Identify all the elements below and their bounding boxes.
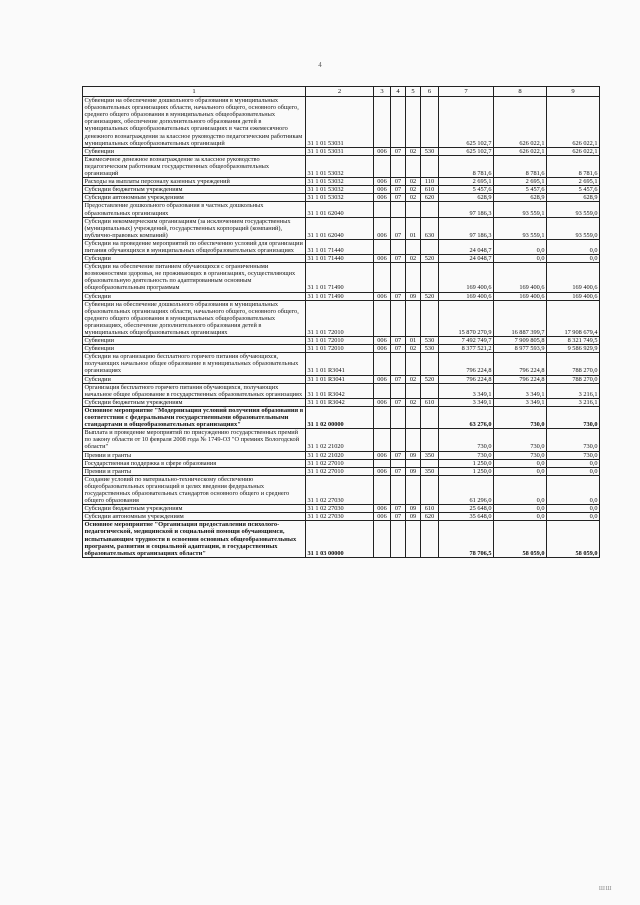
row-expense-type-cell	[421, 300, 439, 336]
row-expense-type-cell: 610	[421, 398, 439, 406]
row-section-code-cell	[391, 459, 406, 467]
row-code-cell: 31 1 01 R3042	[306, 398, 374, 406]
row-name-cell: Расходы на выплаты персоналу казенных учреждений	[83, 178, 306, 186]
table-row	[83, 155, 600, 177]
budget-table	[82, 86, 600, 558]
row-subsection-code-cell: 02	[406, 194, 421, 202]
row-code-cell: 31 1 01 62040	[306, 217, 374, 239]
row-section-code-cell	[391, 202, 406, 217]
table-row	[83, 217, 600, 239]
row-code-cell: 31 1 01 71490	[306, 292, 374, 300]
row-code-cell: 31 1 01 72010	[306, 337, 374, 345]
row-section-code-cell	[391, 429, 406, 451]
row-expense-type-cell	[421, 459, 439, 467]
table-row	[83, 263, 600, 292]
row-code-cell: 31 1 01 53031	[306, 147, 374, 155]
row-name-cell: Субвенции на обеспечение дошкольного образования в муниципальных образовательных организациях области, начального общего, основного общего, среднего общего образования в муниципальных общеобразовательных организациях, обеспечение дополнительного образования детей в муниципальных общеобразовательных организациях в части ежемесячного денежного вознаграждения за классное руководство педагогическим работникам муниципальных общеобразовательных организаций	[83, 97, 306, 148]
row-section-code-cell: 07	[391, 513, 406, 521]
table-row	[83, 337, 600, 345]
row-value-year3-cell: 8 321 749,5	[547, 337, 600, 345]
table-row	[83, 97, 600, 148]
row-value-year1-cell: 169 400,6	[439, 263, 494, 292]
row-value-year3-cell: 0,0	[547, 239, 600, 254]
row-expense-type-cell: 610	[421, 505, 439, 513]
row-name-cell: Предоставление дошкольного образования в частных дошкольных образовательных организациях	[83, 202, 306, 217]
row-value-year2-cell: 730,0	[494, 451, 547, 459]
row-code-cell: 31 1 01 R3041	[306, 375, 374, 383]
row-value-year2-cell: 730,0	[494, 429, 547, 451]
row-name-cell: Организация бесплатного горячего питания обучающихся, получающих начальное общее образование в государственных образовательных организациях	[83, 383, 306, 398]
row-section-code-cell: 07	[391, 194, 406, 202]
row-value-year1-cell: 625 102,7	[439, 147, 494, 155]
row-expense-type-cell: 520	[421, 255, 439, 263]
row-value-year3-cell: 626 022,1	[547, 147, 600, 155]
row-subsection-code-cell	[406, 383, 421, 398]
row-expense-type-cell: 530	[421, 147, 439, 155]
row-code-cell: 31 1 01 53032	[306, 178, 374, 186]
table-row	[83, 513, 600, 521]
bottom-mark: ШШ	[598, 886, 612, 892]
row-name-cell: Субсидии бюджетным учреждениям	[83, 505, 306, 513]
row-value-year2-cell: 7 909 805,8	[494, 337, 547, 345]
row-value-year1-cell: 97 186,3	[439, 202, 494, 217]
row-value-year3-cell: 93 559,0	[547, 202, 600, 217]
header-cell-1: 1	[83, 87, 306, 97]
row-ministry-code-cell	[374, 353, 391, 375]
row-value-year3-cell: 9 586 929,9	[547, 345, 600, 353]
row-value-year3-cell: 788 270,0	[547, 353, 600, 375]
row-expense-type-cell	[421, 353, 439, 375]
row-name-cell: Субсидии на проведение мероприятий по обеспечению условий для организации питания обучающихся в муниципальных общеобразовательных организациях	[83, 239, 306, 254]
row-expense-type-cell: 530	[421, 337, 439, 345]
row-value-year2-cell: 0,0	[494, 239, 547, 254]
row-ministry-code-cell: 006	[374, 147, 391, 155]
row-value-year1-cell: 8 377 521,2	[439, 345, 494, 353]
row-name-cell: Субвенции на обеспечение дошкольного образования в муниципальных образовательных организациях области, начального общего, основного общего, среднего общего образования в муниципальных общеобразовательных организациях, обеспечение дополнительного образования детей в муниципальных общеобразовательных организациях	[83, 300, 306, 336]
header-cell-7: 7	[439, 87, 494, 97]
row-name-cell: Субсидии	[83, 255, 306, 263]
row-value-year1-cell: 5 457,6	[439, 186, 494, 194]
row-value-year3-cell: 0,0	[547, 475, 600, 504]
row-name-cell: Субвенции	[83, 345, 306, 353]
table-row	[83, 186, 600, 194]
row-ministry-code-cell: 006	[374, 337, 391, 345]
row-value-year1-cell: 24 048,7	[439, 255, 494, 263]
row-value-year2-cell: 169 400,6	[494, 292, 547, 300]
row-ministry-code-cell	[374, 383, 391, 398]
row-ministry-code-cell	[374, 239, 391, 254]
row-expense-type-cell	[421, 155, 439, 177]
row-name-cell: Субсидии на организацию бесплатного горячего питания обучающихся, получающих начальное общее образование в муниципальных образовательных организациях	[83, 353, 306, 375]
row-value-year3-cell: 5 457,6	[547, 186, 600, 194]
table-row	[83, 202, 600, 217]
row-expense-type-cell	[421, 521, 439, 557]
row-section-code-cell: 07	[391, 451, 406, 459]
row-section-code-cell	[391, 239, 406, 254]
table-row	[83, 398, 600, 406]
row-value-year2-cell: 3 349,1	[494, 398, 547, 406]
row-value-year1-cell: 24 048,7	[439, 239, 494, 254]
row-value-year3-cell: 626 022,1	[547, 97, 600, 148]
row-section-code-cell	[391, 521, 406, 557]
row-subsection-code-cell: 01	[406, 217, 421, 239]
row-value-year3-cell: 3 216,1	[547, 398, 600, 406]
row-value-year2-cell: 93 559,1	[494, 202, 547, 217]
row-section-code-cell	[391, 155, 406, 177]
row-code-cell: 31 1 01 71490	[306, 263, 374, 292]
header-cell-3: 3	[374, 87, 391, 97]
table-row	[83, 383, 600, 398]
page-number: 4	[318, 61, 322, 69]
row-section-code-cell	[391, 475, 406, 504]
row-value-year2-cell: 3 349,1	[494, 383, 547, 398]
row-subsection-code-cell	[406, 155, 421, 177]
row-value-year2-cell: 93 559,1	[494, 217, 547, 239]
row-name-cell: Премии и гранты	[83, 467, 306, 475]
row-name-cell: Ежемесячное денежное вознаграждение за классное руководство педагогическим работникам государственных общеобразовательных организаций	[83, 155, 306, 177]
row-name-cell: Основное мероприятие "Организация предоставления психолого-педагогической, медицинской и социальной помощи обучающимся, испытывающим трудности в освоении основных общеобразовательных программ, развитии и социальной адаптации, в государственных образовательных организациях области"	[83, 521, 306, 557]
row-value-year2-cell: 8 781,6	[494, 155, 547, 177]
table-row	[83, 475, 600, 504]
row-ministry-code-cell: 006	[374, 194, 391, 202]
row-ministry-code-cell: 006	[374, 375, 391, 383]
row-value-year2-cell: 730,0	[494, 406, 547, 428]
row-name-cell: Субсидии	[83, 375, 306, 383]
row-subsection-code-cell: 02	[406, 345, 421, 353]
table-row	[83, 292, 600, 300]
row-subsection-code-cell	[406, 459, 421, 467]
row-value-year3-cell: 730,0	[547, 451, 600, 459]
row-code-cell: 31 1 01 R3042	[306, 383, 374, 398]
table-row	[83, 178, 600, 186]
row-section-code-cell: 07	[391, 345, 406, 353]
row-ministry-code-cell	[374, 429, 391, 451]
row-subsection-code-cell	[406, 239, 421, 254]
row-value-year1-cell: 2 695,1	[439, 178, 494, 186]
row-name-cell: Субсидии бюджетным учреждениям	[83, 398, 306, 406]
row-subsection-code-cell	[406, 300, 421, 336]
row-value-year3-cell: 0,0	[547, 513, 600, 521]
row-value-year2-cell: 0,0	[494, 255, 547, 263]
row-code-cell: 31 1 01 71440	[306, 239, 374, 254]
row-value-year2-cell: 0,0	[494, 513, 547, 521]
row-subsection-code-cell: 02	[406, 375, 421, 383]
row-section-code-cell: 07	[391, 337, 406, 345]
row-section-code-cell	[391, 406, 406, 428]
row-expense-type-cell: 520	[421, 292, 439, 300]
row-name-cell: Субвенции	[83, 337, 306, 345]
row-value-year1-cell: 169 400,6	[439, 292, 494, 300]
row-section-code-cell: 07	[391, 398, 406, 406]
row-ministry-code-cell	[374, 521, 391, 557]
row-code-cell: 31 1 03 00000	[306, 521, 374, 557]
table-row	[83, 451, 600, 459]
row-name-cell: Премии и гранты	[83, 451, 306, 459]
row-name-cell: Субсидии некоммерческим организациям (за исключением государственных (муниципальных) учреждений, государственных корпораций (компаний), публично-правовых компаний)	[83, 217, 306, 239]
row-value-year3-cell: 788 270,0	[547, 375, 600, 383]
row-ministry-code-cell: 006	[374, 186, 391, 194]
row-subsection-code-cell: 09	[406, 467, 421, 475]
row-value-year1-cell: 61 296,0	[439, 475, 494, 504]
row-value-year2-cell: 8 977 593,9	[494, 345, 547, 353]
row-expense-type-cell: 620	[421, 513, 439, 521]
row-value-year1-cell: 7 492 749,7	[439, 337, 494, 345]
row-subsection-code-cell: 09	[406, 505, 421, 513]
row-subsection-code-cell: 09	[406, 513, 421, 521]
row-value-year3-cell: 17 908 679,4	[547, 300, 600, 336]
row-section-code-cell: 07	[391, 186, 406, 194]
row-code-cell: 31 1 01 53031	[306, 97, 374, 148]
row-code-cell: 31 1 01 71440	[306, 255, 374, 263]
row-ministry-code-cell	[374, 202, 391, 217]
row-value-year1-cell: 730,0	[439, 429, 494, 451]
row-ministry-code-cell: 006	[374, 345, 391, 353]
header-cell-4: 4	[391, 87, 406, 97]
row-subsection-code-cell: 02	[406, 255, 421, 263]
row-code-cell: 31 1 01 62040	[306, 202, 374, 217]
row-ministry-code-cell: 006	[374, 255, 391, 263]
row-expense-type-cell: 620	[421, 194, 439, 202]
row-ministry-code-cell	[374, 97, 391, 148]
row-section-code-cell: 07	[391, 505, 406, 513]
row-value-year1-cell: 3 349,1	[439, 398, 494, 406]
row-expense-type-cell: 530	[421, 345, 439, 353]
row-value-year2-cell: 2 695,1	[494, 178, 547, 186]
row-ministry-code-cell: 006	[374, 513, 391, 521]
table-row	[83, 467, 600, 475]
table-header-row	[83, 87, 600, 97]
row-code-cell: 31 1 01 53032	[306, 186, 374, 194]
row-code-cell: 31 1 02 27010	[306, 459, 374, 467]
row-section-code-cell: 07	[391, 467, 406, 475]
row-value-year1-cell: 1 250,0	[439, 467, 494, 475]
row-expense-type-cell: 110	[421, 178, 439, 186]
row-expense-type-cell	[421, 97, 439, 148]
row-subsection-code-cell: 09	[406, 292, 421, 300]
row-name-cell: Создание условий по материально-техническому обеспечению общеобразовательных организаций в целях введения федеральных государственных образовательных стандартов основного общего и среднего общего образования	[83, 475, 306, 504]
table-row	[83, 255, 600, 263]
row-ministry-code-cell	[374, 459, 391, 467]
table-row	[83, 429, 600, 451]
row-ministry-code-cell	[374, 406, 391, 428]
row-ministry-code-cell	[374, 263, 391, 292]
row-expense-type-cell	[421, 263, 439, 292]
row-name-cell: Основное мероприятие "Модернизация условий получения образования в соответствии с федеральными государственными образовательными стандартами в общеобразовательных организациях"	[83, 406, 306, 428]
row-subsection-code-cell	[406, 97, 421, 148]
row-subsection-code-cell	[406, 475, 421, 504]
row-section-code-cell: 07	[391, 375, 406, 383]
row-subsection-code-cell	[406, 429, 421, 451]
row-code-cell: 31 1 02 27030	[306, 475, 374, 504]
row-value-year2-cell: 5 457,6	[494, 186, 547, 194]
row-subsection-code-cell: 09	[406, 451, 421, 459]
row-value-year3-cell: 0,0	[547, 255, 600, 263]
row-expense-type-cell: 350	[421, 467, 439, 475]
row-value-year1-cell: 35 648,0	[439, 513, 494, 521]
row-ministry-code-cell: 006	[374, 292, 391, 300]
row-expense-type-cell: 610	[421, 186, 439, 194]
row-value-year2-cell: 58 059,0	[494, 521, 547, 557]
row-value-year2-cell: 0,0	[494, 467, 547, 475]
row-expense-type-cell	[421, 239, 439, 254]
row-value-year1-cell: 796 224,8	[439, 375, 494, 383]
row-value-year3-cell: 3 216,1	[547, 383, 600, 398]
row-subsection-code-cell	[406, 202, 421, 217]
table-row	[83, 521, 600, 557]
row-name-cell: Выплата и проведение мероприятий по присуждению государственных премий по закону области от 10 февраля 2008 года № 1749-ОЗ "О премиях Вологодской области"	[83, 429, 306, 451]
row-value-year1-cell: 25 648,0	[439, 505, 494, 513]
row-value-year1-cell: 8 781,6	[439, 155, 494, 177]
row-section-code-cell	[391, 97, 406, 148]
row-ministry-code-cell: 006	[374, 217, 391, 239]
header-cell-6: 6	[421, 87, 439, 97]
row-value-year3-cell: 0,0	[547, 467, 600, 475]
row-section-code-cell: 07	[391, 178, 406, 186]
table-row	[83, 239, 600, 254]
header-cell-9: 9	[547, 87, 600, 97]
row-value-year3-cell: 169 400,6	[547, 292, 600, 300]
header-cell-5: 5	[406, 87, 421, 97]
row-section-code-cell	[391, 383, 406, 398]
row-section-code-cell: 07	[391, 147, 406, 155]
row-value-year3-cell: 628,9	[547, 194, 600, 202]
table-row	[83, 345, 600, 353]
row-expense-type-cell	[421, 475, 439, 504]
row-subsection-code-cell: 02	[406, 186, 421, 194]
row-name-cell: Государственная поддержка в сфере образования	[83, 459, 306, 467]
row-ministry-code-cell: 006	[374, 178, 391, 186]
row-code-cell: 31 1 01 53032	[306, 155, 374, 177]
row-expense-type-cell: 350	[421, 451, 439, 459]
row-value-year3-cell: 2 695,1	[547, 178, 600, 186]
row-value-year1-cell: 97 186,3	[439, 217, 494, 239]
row-code-cell: 31 1 02 27030	[306, 505, 374, 513]
row-value-year1-cell: 15 870 270,9	[439, 300, 494, 336]
row-value-year2-cell: 16 887 399,7	[494, 300, 547, 336]
row-code-cell: 31 1 02 21020	[306, 451, 374, 459]
row-name-cell: Субсидии бюджетным учреждениям	[83, 186, 306, 194]
row-name-cell: Субсидии	[83, 292, 306, 300]
row-subsection-code-cell: 02	[406, 398, 421, 406]
table-row	[83, 300, 600, 336]
row-value-year3-cell: 730,0	[547, 429, 600, 451]
row-value-year2-cell: 0,0	[494, 475, 547, 504]
row-value-year2-cell: 169 400,6	[494, 263, 547, 292]
row-value-year1-cell: 625 102,7	[439, 97, 494, 148]
row-code-cell: 31 1 02 27030	[306, 513, 374, 521]
row-ministry-code-cell	[374, 475, 391, 504]
table-row	[83, 375, 600, 383]
row-subsection-code-cell: 02	[406, 178, 421, 186]
row-value-year3-cell: 0,0	[547, 505, 600, 513]
row-section-code-cell	[391, 300, 406, 336]
header-cell-2: 2	[306, 87, 374, 97]
row-ministry-code-cell: 006	[374, 451, 391, 459]
row-expense-type-cell	[421, 429, 439, 451]
row-value-year1-cell: 628,9	[439, 194, 494, 202]
row-value-year2-cell: 626 022,1	[494, 147, 547, 155]
row-value-year2-cell: 796 224,8	[494, 375, 547, 383]
header-cell-8: 8	[494, 87, 547, 97]
row-ministry-code-cell: 006	[374, 398, 391, 406]
table-row	[83, 505, 600, 513]
row-name-cell: Субсидии на обеспечение питанием обучающихся с ограниченными возможностями здоровья, не проживающих в организациях, осуществляющих образовательную деятельность по адаптированным основным общеобразовательным программам	[83, 263, 306, 292]
row-name-cell: Субсидии автономным учреждениям	[83, 194, 306, 202]
row-value-year3-cell: 0,0	[547, 459, 600, 467]
row-expense-type-cell	[421, 406, 439, 428]
row-section-code-cell	[391, 353, 406, 375]
row-value-year2-cell: 0,0	[494, 459, 547, 467]
row-value-year1-cell: 1 250,0	[439, 459, 494, 467]
row-section-code-cell: 07	[391, 217, 406, 239]
row-ministry-code-cell: 006	[374, 505, 391, 513]
row-value-year2-cell: 796 224,8	[494, 353, 547, 375]
row-subsection-code-cell	[406, 263, 421, 292]
row-expense-type-cell	[421, 383, 439, 398]
row-value-year1-cell: 796 224,8	[439, 353, 494, 375]
table-row	[83, 406, 600, 428]
row-value-year1-cell: 3 349,1	[439, 383, 494, 398]
row-section-code-cell: 07	[391, 255, 406, 263]
row-expense-type-cell	[421, 202, 439, 217]
row-value-year3-cell: 169 400,6	[547, 263, 600, 292]
table-row	[83, 459, 600, 467]
row-ministry-code-cell	[374, 155, 391, 177]
row-code-cell: 31 1 01 72010	[306, 300, 374, 336]
row-value-year1-cell: 730,0	[439, 451, 494, 459]
row-code-cell: 31 1 02 00000	[306, 406, 374, 428]
row-subsection-code-cell: 01	[406, 337, 421, 345]
row-value-year2-cell: 0,0	[494, 505, 547, 513]
row-code-cell: 31 1 02 21020	[306, 429, 374, 451]
row-code-cell: 31 1 02 27010	[306, 467, 374, 475]
table-row	[83, 147, 600, 155]
row-code-cell: 31 1 01 72010	[306, 345, 374, 353]
row-expense-type-cell: 520	[421, 375, 439, 383]
table-row	[83, 353, 600, 375]
row-section-code-cell: 07	[391, 292, 406, 300]
row-name-cell: Субсидии автономным учреждениям	[83, 513, 306, 521]
row-value-year2-cell: 626 022,1	[494, 97, 547, 148]
row-ministry-code-cell: 006	[374, 467, 391, 475]
row-value-year3-cell: 730,0	[547, 406, 600, 428]
row-value-year1-cell: 63 276,0	[439, 406, 494, 428]
row-code-cell: 31 1 01 R3041	[306, 353, 374, 375]
row-value-year2-cell: 628,9	[494, 194, 547, 202]
row-subsection-code-cell	[406, 521, 421, 557]
row-value-year3-cell: 93 559,0	[547, 217, 600, 239]
row-value-year1-cell: 78 706,5	[439, 521, 494, 557]
row-code-cell: 31 1 01 53032	[306, 194, 374, 202]
row-subsection-code-cell	[406, 353, 421, 375]
row-subsection-code-cell	[406, 406, 421, 428]
table-row	[83, 194, 600, 202]
row-value-year3-cell: 58 059,0	[547, 521, 600, 557]
row-value-year3-cell: 8 781,6	[547, 155, 600, 177]
row-ministry-code-cell	[374, 300, 391, 336]
row-expense-type-cell: 630	[421, 217, 439, 239]
row-section-code-cell	[391, 263, 406, 292]
row-name-cell: Субвенции	[83, 147, 306, 155]
row-subsection-code-cell: 02	[406, 147, 421, 155]
